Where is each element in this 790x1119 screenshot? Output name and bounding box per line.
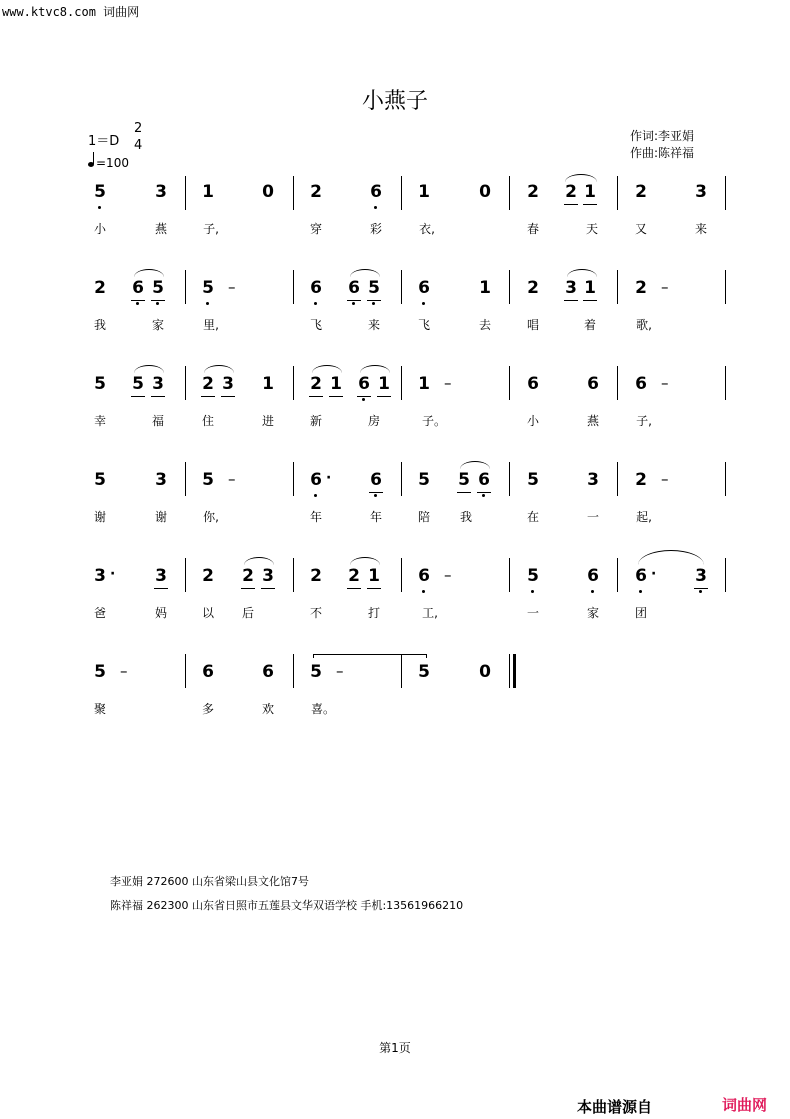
bar-line xyxy=(509,366,510,400)
bar-line xyxy=(185,654,186,688)
lyric: 唱 xyxy=(526,318,539,332)
note: 6 xyxy=(308,278,324,298)
note: 2 xyxy=(200,374,216,394)
slur xyxy=(312,365,342,373)
augmentation-dot: · xyxy=(110,566,116,582)
dash: – xyxy=(661,470,669,488)
quarter-note-icon xyxy=(88,162,94,167)
bar-line xyxy=(185,462,186,496)
dash: – xyxy=(228,278,236,296)
dash: – xyxy=(444,566,452,584)
bar-line xyxy=(401,366,402,400)
lyric: 谢 xyxy=(93,510,106,524)
watermark-text: www.ktvc8.com 词曲网 xyxy=(2,5,140,19)
note: 6 xyxy=(527,374,539,394)
note: 1 xyxy=(366,566,382,586)
lyric: 我 xyxy=(459,510,472,524)
lyric: 家 xyxy=(151,318,164,332)
bar-line xyxy=(185,176,186,210)
bar-line xyxy=(401,176,402,210)
note: 2 xyxy=(527,278,539,298)
note: 2 xyxy=(310,182,322,202)
note: 1 xyxy=(376,374,392,394)
bar-line xyxy=(185,270,186,304)
lyric: 天 xyxy=(585,222,598,236)
lyric: 年 xyxy=(309,510,322,524)
tempo-marking xyxy=(88,156,129,170)
lyric: 小 xyxy=(93,222,106,236)
note: 6 xyxy=(262,662,274,682)
lyric: 我 xyxy=(93,318,106,332)
slur xyxy=(204,365,234,373)
bar-line xyxy=(401,558,402,592)
note: 3 xyxy=(150,374,166,394)
bar-line xyxy=(617,176,618,210)
bar-line xyxy=(293,462,294,496)
score-row-5 xyxy=(0,558,790,630)
dash: – xyxy=(120,662,128,680)
score-row-3 xyxy=(0,366,790,438)
note: 5 xyxy=(92,182,108,202)
lyric: 后 xyxy=(241,606,254,620)
dash: – xyxy=(661,278,669,296)
lyric: 燕 xyxy=(586,414,599,428)
note: 3 xyxy=(153,566,169,586)
note: 0 xyxy=(262,182,274,202)
note: 6 xyxy=(585,566,601,586)
bar-line xyxy=(401,270,402,304)
dash: – xyxy=(228,470,236,488)
note: 3 xyxy=(587,470,599,490)
note: 5 xyxy=(94,374,106,394)
note: 5 xyxy=(525,566,541,586)
bar-line xyxy=(509,462,510,496)
lyric: 进 xyxy=(261,414,274,428)
note: 5 xyxy=(527,470,539,490)
lyric: 子。 xyxy=(422,414,447,428)
note: 2 xyxy=(240,566,256,586)
lyric: 穿 xyxy=(309,222,322,236)
note: 3 xyxy=(220,374,236,394)
note: 1 xyxy=(418,374,430,394)
lyric: 着 xyxy=(583,318,596,332)
lyric: 以 xyxy=(201,606,214,620)
note: 2 xyxy=(635,182,647,202)
bar-line xyxy=(185,558,186,592)
bar-line xyxy=(725,462,726,496)
score-row-6 xyxy=(0,654,790,726)
bar-line xyxy=(617,558,618,592)
note: 3 xyxy=(563,278,579,298)
time-signature xyxy=(134,120,142,154)
slur xyxy=(567,269,597,277)
note: 6 xyxy=(635,374,647,394)
bar-line xyxy=(401,654,402,688)
slur xyxy=(460,461,490,469)
dash: – xyxy=(661,374,669,392)
lyric: 去 xyxy=(478,318,491,332)
lyric: 家 xyxy=(586,606,599,620)
lyric: 工, xyxy=(422,606,438,620)
bar-line xyxy=(725,558,726,592)
bar-line xyxy=(401,462,402,496)
lyric: 欢 xyxy=(261,702,274,716)
bar-line xyxy=(725,176,726,210)
slur xyxy=(638,550,704,565)
note: 2 xyxy=(346,566,362,586)
lyric: 打 xyxy=(367,606,380,620)
note: 5 xyxy=(202,470,214,490)
note: 1 xyxy=(202,182,214,202)
lyric: 多 xyxy=(201,702,214,716)
note: 2 xyxy=(635,278,647,298)
note: 5 xyxy=(200,278,216,298)
note: 6 xyxy=(476,470,492,490)
slur xyxy=(350,269,380,277)
note: 6 xyxy=(416,278,432,298)
address-line-1: 李亚娟 272600 山东省梁山县文化馆7号 xyxy=(110,875,309,888)
lyric: 子, xyxy=(203,222,219,236)
composer-credit: 作曲:陈祥福 xyxy=(630,146,695,160)
lyric: 飞 xyxy=(417,318,430,332)
lyric: 爸 xyxy=(93,606,106,620)
note: 1 xyxy=(479,278,491,298)
slur xyxy=(134,365,164,373)
note: 5 xyxy=(130,374,146,394)
bar-line xyxy=(617,462,618,496)
note: 1 xyxy=(418,182,430,202)
lyric: 你, xyxy=(203,510,219,524)
note: 1 xyxy=(582,182,598,202)
lyric: 新 xyxy=(309,414,322,428)
lyric: 住 xyxy=(201,414,214,428)
bar-line xyxy=(293,366,294,400)
note: 2 xyxy=(94,278,106,298)
note: 3 xyxy=(94,566,106,586)
augmentation-dot: · xyxy=(326,470,332,486)
note: 5 xyxy=(94,470,106,490)
site-logo[interactable]: 词曲网 xyxy=(722,1096,768,1114)
slur xyxy=(134,269,164,277)
note: 3 xyxy=(260,566,276,586)
bar-line xyxy=(293,270,294,304)
note: 3 xyxy=(155,182,167,202)
slur xyxy=(350,557,380,565)
note: 2 xyxy=(308,374,324,394)
note: 2 xyxy=(635,470,647,490)
lyric: 衣, xyxy=(419,222,435,236)
note: 6 xyxy=(202,662,214,682)
note: 1 xyxy=(328,374,344,394)
note: 5 xyxy=(94,662,106,682)
note: 1 xyxy=(582,278,598,298)
note: 6 xyxy=(308,470,324,490)
lyric: 起, xyxy=(636,510,652,524)
lyric: 谢 xyxy=(154,510,167,524)
note: 6 xyxy=(587,374,599,394)
bar-line xyxy=(617,270,618,304)
song-title: 小燕子 xyxy=(361,89,428,114)
bar-line xyxy=(725,270,726,304)
bar-line xyxy=(725,366,726,400)
dash: – xyxy=(444,374,452,392)
lyric: 喜。 xyxy=(311,702,336,716)
bar-line xyxy=(293,654,294,688)
lyric: 团 xyxy=(634,606,647,620)
lyric: 福 xyxy=(151,414,164,428)
lyric: 飞 xyxy=(309,318,322,332)
note: 5 xyxy=(366,278,382,298)
lyric: 一 xyxy=(586,510,599,524)
bar-line xyxy=(617,366,618,400)
note: 5 xyxy=(418,470,430,490)
tempo-value: =100 xyxy=(96,156,129,170)
note: 3 xyxy=(695,182,707,202)
note: 6 xyxy=(368,470,384,490)
lyric: 彩 xyxy=(369,222,382,236)
slur xyxy=(244,557,274,565)
note: 6 xyxy=(130,278,146,298)
note: 2 xyxy=(202,566,214,586)
lyric: 妈 xyxy=(154,606,167,620)
lyric: 来 xyxy=(367,318,380,332)
bar-line xyxy=(293,558,294,592)
note: 3 xyxy=(693,566,709,586)
lyric: 燕 xyxy=(154,222,167,236)
note: 5 xyxy=(418,662,430,682)
lyric: 来 xyxy=(694,222,707,236)
note: 6 xyxy=(633,566,649,586)
note: 6 xyxy=(368,182,384,202)
lyric: 一 xyxy=(526,606,539,620)
note: 1 xyxy=(262,374,274,394)
bar-line xyxy=(509,270,510,304)
note: 0 xyxy=(479,182,491,202)
score-row-4 xyxy=(0,462,790,534)
credits xyxy=(630,128,694,162)
augmentation-dot: · xyxy=(651,566,657,582)
note: 5 xyxy=(310,662,322,682)
score-row-2 xyxy=(0,270,790,342)
note: 5 xyxy=(456,470,472,490)
lyric: 不 xyxy=(309,606,322,620)
note: 6 xyxy=(416,566,432,586)
bar-line xyxy=(509,558,510,592)
lyric: 幸 xyxy=(93,414,106,428)
lyric: 里, xyxy=(203,318,219,332)
tie xyxy=(313,654,427,658)
note: 6 xyxy=(356,374,372,394)
lyric: 又 xyxy=(634,222,647,236)
note: 2 xyxy=(563,182,579,202)
lyric: 歌, xyxy=(636,318,652,332)
source-label: 本曲谱源自 xyxy=(577,1098,653,1116)
time-signature-bottom: 4 xyxy=(134,138,143,153)
slur xyxy=(360,365,390,373)
address-line-2: 陈祥福 262300 山东省日照市五莲县文华双语学校 手机:13561966210 xyxy=(110,899,464,912)
note: 2 xyxy=(310,566,322,586)
bar-line xyxy=(293,176,294,210)
note: 2 xyxy=(527,182,539,202)
lyric: 房 xyxy=(367,414,380,428)
slur xyxy=(565,174,597,182)
page-number: 第1页 xyxy=(379,1041,411,1055)
dash: – xyxy=(336,662,344,680)
bar-line xyxy=(185,366,186,400)
note: 0 xyxy=(479,662,491,682)
final-bar-thin xyxy=(509,654,510,688)
lyric: 在 xyxy=(526,510,539,524)
bar-line xyxy=(509,176,510,210)
lyric: 春 xyxy=(526,222,539,236)
note: 6 xyxy=(346,278,362,298)
note: 3 xyxy=(155,470,167,490)
lyric: 聚 xyxy=(93,702,106,716)
time-signature-top: 2 xyxy=(134,121,143,136)
lyric: 小 xyxy=(526,414,539,428)
key-signature: 1＝D xyxy=(88,134,120,149)
note: 5 xyxy=(150,278,166,298)
lyricist-credit: 作词:李亚娟 xyxy=(630,129,695,143)
lyric: 子, xyxy=(636,414,652,428)
score-row-1 xyxy=(0,176,790,248)
lyric: 陪 xyxy=(417,510,430,524)
lyric: 年 xyxy=(369,510,382,524)
final-bar-thick xyxy=(513,654,516,688)
